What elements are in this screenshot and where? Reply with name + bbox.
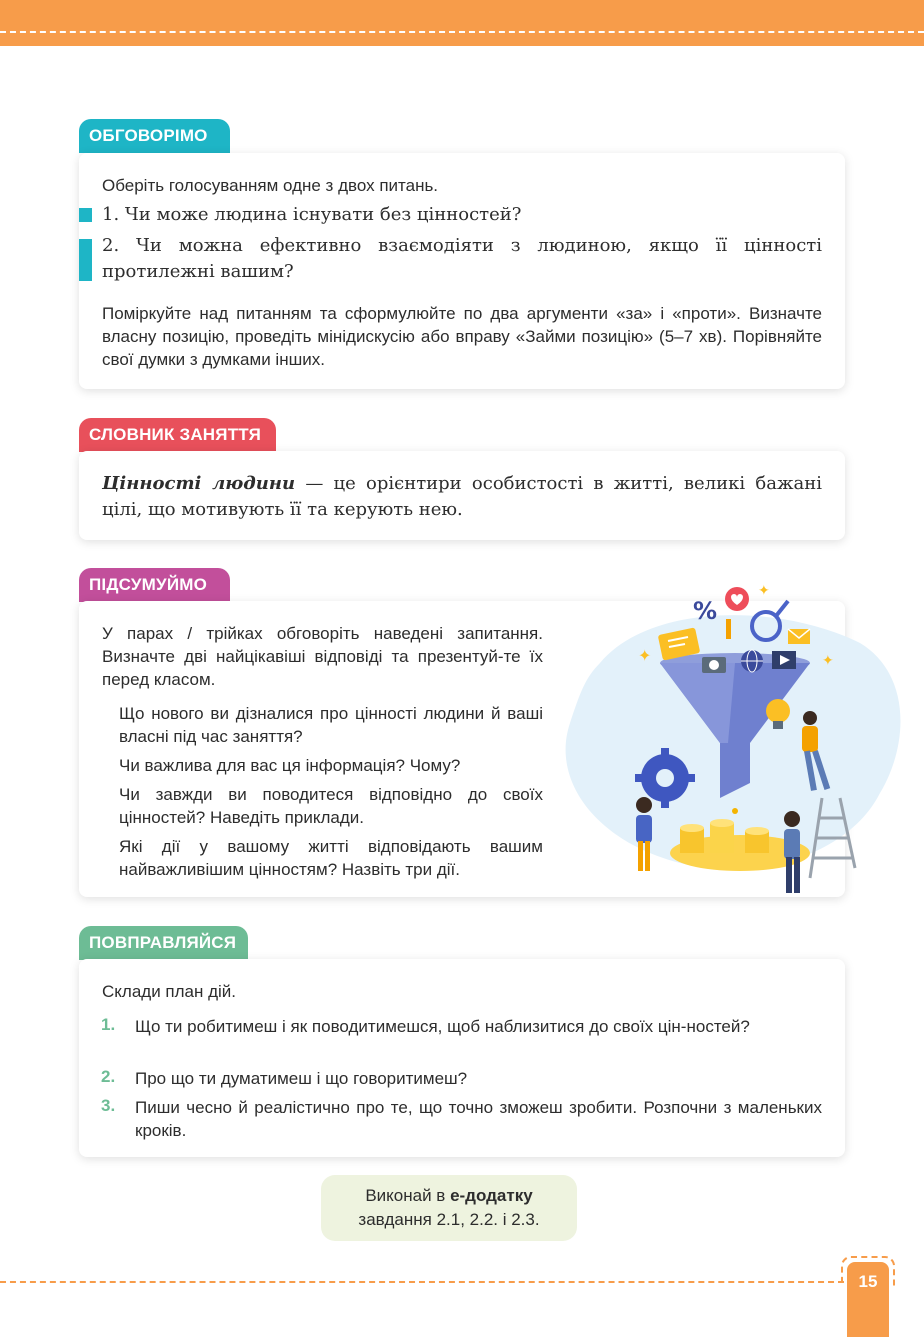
e-addendum-prefix: Виконай в <box>365 1186 451 1205</box>
summary-intro: У парах / трійках обговоріть наведені запитання. Визначте дві найцікавіші відповіді та презентуй-те їх перед класом. <box>102 624 543 689</box>
question1-marker <box>79 208 92 222</box>
globe-icon <box>741 650 763 672</box>
practice-item-number: 2. <box>101 1067 116 1086</box>
envelope-icon <box>788 629 810 644</box>
footer-dashed-line <box>0 1281 844 1283</box>
top-header-band <box>0 0 924 46</box>
discuss-card <box>79 153 845 389</box>
practice-item-text: Що ти робитимеш і як поводитимешся, щоб наблизитися до своїх цін-ностей? <box>135 1017 750 1036</box>
video-icon <box>772 651 796 669</box>
question2-marker <box>79 239 92 281</box>
glossary-term: Цінності людини <box>102 473 296 494</box>
practice-item-number: 3. <box>101 1096 116 1115</box>
star-icon: ✦ <box>822 653 834 669</box>
star-icon: ✦ <box>638 646 652 665</box>
discuss-task: Поміркуйте над питанням та сформулюйте по два аргументи «за» і «проти». Визначте власну позицію, проведіть мінідискусію або вправу «Займи позицію» (5–7 хв). Порівняйте свої думки з думками інших. <box>102 304 822 369</box>
page-number: 15 <box>847 1262 889 1337</box>
discuss-intro: Оберіть голосуванням одне з двох питань. <box>102 176 439 195</box>
practice-tab: ПОВПРАВЛЯЙСЯ <box>79 926 248 960</box>
e-addendum-line1 <box>321 1184 577 1208</box>
person-figure <box>636 797 652 871</box>
summary-question-4: Які дії у вашому житті відповідають вашим найважливішим цінностям? Назвіть три дії. <box>119 837 543 879</box>
percent-icon: % <box>693 597 718 625</box>
summary-question-1: Що нового ви дізналися про цінності людини й ваші власні під час заняття? <box>119 704 543 746</box>
discuss-question-1: 1. Чи може людина існувати без цінностей? <box>102 204 522 225</box>
heart-icon <box>725 587 749 611</box>
practice-intro: Склади план дій. <box>102 982 237 1001</box>
camera-icon <box>702 657 726 673</box>
practice-card <box>79 959 845 1157</box>
exclamation-icon <box>726 619 731 639</box>
glossary-text <box>102 471 822 523</box>
person-figure <box>784 811 800 893</box>
summary-question-2: Чи важлива для вас ця інформація? Чому? <box>119 756 461 775</box>
discuss-tab: ОБГОВОРІМО <box>79 119 230 153</box>
header-dashed-line <box>0 31 924 33</box>
e-addendum-link[interactable]: е-додатку <box>450 1186 533 1205</box>
practice-item-text: Пиши чесно й реалістично про те, що точно зможеш зробити. Розпочни з маленьких кроків. <box>135 1098 822 1140</box>
star-icon: ✦ <box>758 583 770 599</box>
funnel-illustration <box>560 583 905 898</box>
e-addendum-note[interactable] <box>321 1175 577 1241</box>
practice-item-number: 1. <box>101 1015 116 1034</box>
glossary-definition: — це орієнтири особистості в житті, великі бажані цілі, що мотивують її та керують нею. <box>102 473 822 520</box>
e-addendum-line2: завдання 2.1, 2.2. і 2.3. <box>358 1210 540 1229</box>
glossary-card <box>79 451 845 540</box>
summary-tab: ПІДСУМУЙМО <box>79 568 230 602</box>
discuss-question-2: 2. Чи можна ефективно взаємодіяти з людиною, якщо її цінності протилежні вашим? <box>102 235 822 282</box>
glossary-tab: СЛОВНИК ЗАНЯТТЯ <box>79 418 276 452</box>
summary-question-3: Чи завжди ви поводитеся відповідно до своїх цінностей? Наведіть приклади. <box>119 785 543 827</box>
practice-item-text: Про що ти думатимеш і що говоритимеш? <box>135 1069 468 1088</box>
